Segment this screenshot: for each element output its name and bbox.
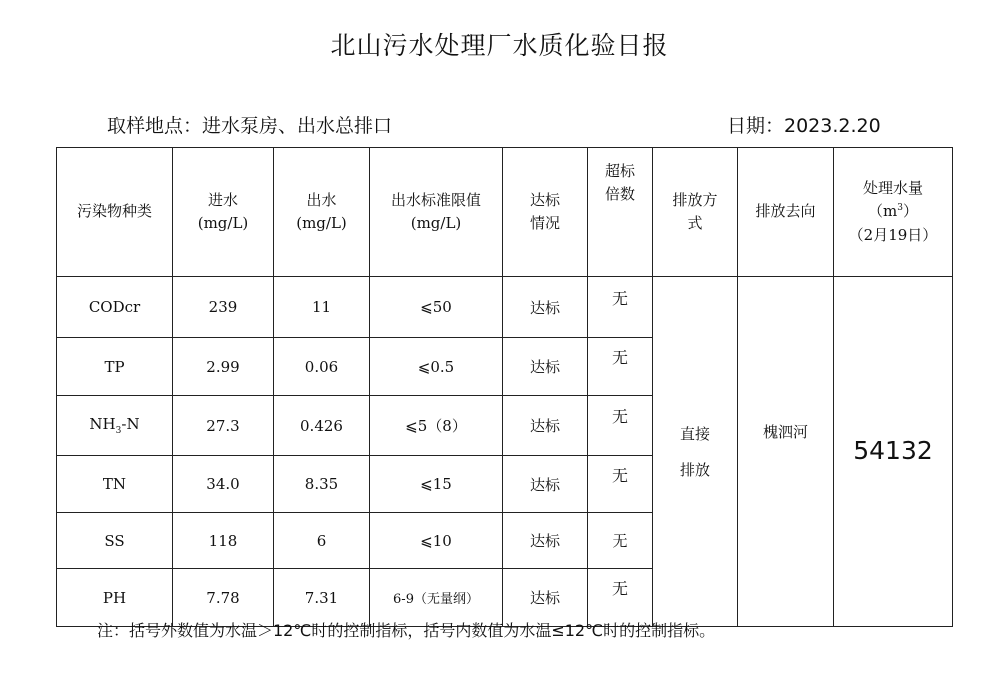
inflow-value: 2.99: [173, 338, 274, 396]
header-treated-volume: 处理水量 $(m^3)$ （2月19日）: [834, 148, 953, 277]
header-pollutant: 污染物种类: [57, 148, 173, 277]
outflow-value: 11: [274, 277, 370, 338]
pollutant-name: TP: [57, 338, 173, 396]
discharge-method: 直接 排放: [653, 277, 738, 627]
report-date: 日期：2023.2.20: [727, 115, 881, 137]
outflow-value: 6: [274, 513, 370, 569]
footnote: 注：括号外数值为水温＞12℃时的控制指标，括号内数值为水温≤12℃时的控制指标。: [97, 621, 716, 640]
discharge-destination: 槐泗河: [738, 277, 834, 627]
pollutant-name: CODcr: [57, 277, 173, 338]
header-inflow: 进水 (mg/L): [173, 148, 274, 277]
header-compliance: 达标 情况: [503, 148, 588, 277]
exceed-multiple: 无: [588, 338, 653, 396]
inflow-value: 34.0: [173, 456, 274, 513]
inflow-value: 7.78: [173, 569, 274, 627]
table-header-row: [57, 148, 953, 277]
exceed-multiple: 无: [588, 396, 653, 456]
water-quality-table: [56, 147, 953, 627]
sampling-location: 取样地点：进水泵房、出水总排口: [107, 115, 393, 137]
header-discharge-method: 排放方 式: [653, 148, 738, 277]
limit-value: ⩽5（8）: [370, 396, 503, 456]
header-limit: 出水标准限值 (mg/L): [370, 148, 503, 277]
limit-value: ⩽0.5: [370, 338, 503, 396]
pollutant-name: PH: [57, 569, 173, 627]
treated-volume: 54132: [834, 277, 953, 627]
header-outflow: 出水 (mg/L): [274, 148, 370, 277]
compliance-status: 达标: [503, 456, 588, 513]
outflow-value: 7.31: [274, 569, 370, 627]
limit-value: ⩽50: [370, 277, 503, 338]
inflow-value: 239: [173, 277, 274, 338]
outflow-value: 0.06: [274, 338, 370, 396]
pollutant-name: SS: [57, 513, 173, 569]
inflow-value: 118: [173, 513, 274, 569]
limit-value: ⩽15: [370, 456, 503, 513]
exceed-multiple: 无: [588, 456, 653, 513]
exceed-multiple: 无: [588, 277, 653, 338]
exceed-multiple: 无: [588, 513, 653, 569]
table-row: [57, 277, 953, 338]
exceed-multiple: 无: [588, 569, 653, 627]
header-discharge-destination: 排放去向: [738, 148, 834, 277]
pollutant-name: TN: [57, 456, 173, 513]
compliance-status: 达标: [503, 338, 588, 396]
compliance-status: 达标: [503, 569, 588, 627]
compliance-status: 达标: [503, 277, 588, 338]
limit-value: ⩽10: [370, 513, 503, 569]
pollutant-name: $NH_3-N$: [57, 396, 173, 456]
header-exceed-multiple: 超标 倍数: [588, 148, 653, 277]
report-title: 北山污水处理厂水质化验日报: [330, 31, 669, 60]
compliance-status: 达标: [503, 396, 588, 456]
limit-value: 6-9（无量纲）: [370, 569, 503, 627]
inflow-value: 27.3: [173, 396, 274, 456]
compliance-status: 达标: [503, 513, 588, 569]
outflow-value: 0.426: [274, 396, 370, 456]
outflow-value: 8.35: [274, 456, 370, 513]
